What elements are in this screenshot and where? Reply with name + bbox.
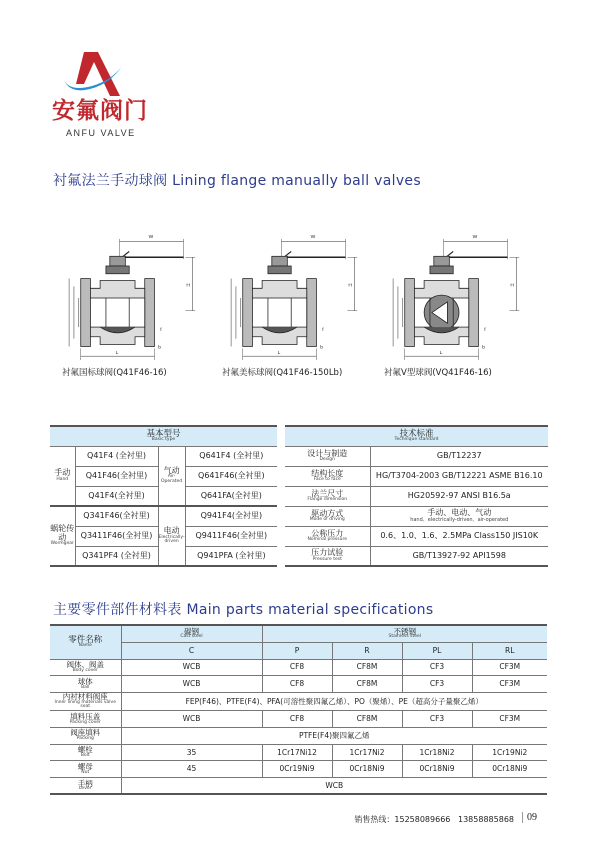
tech-value: GB/T12237 <box>370 446 548 466</box>
sales-hotline: 销售热线：15258089666 13858885868 <box>354 815 514 824</box>
material-cell: 1Cr19Ni2 <box>472 744 547 761</box>
material-cell: CF3M <box>472 659 547 676</box>
material-cell: CF8M <box>332 710 402 727</box>
model-cell: Q941F4(全衬里) <box>185 506 277 526</box>
material-code-header: C <box>121 642 262 659</box>
material-cell: 0Cr18Ni9 <box>332 761 402 778</box>
material-cell: 1Cr17Ni12 <box>262 744 332 761</box>
material-cell: CF8M <box>332 676 402 693</box>
model-cell: Q41F46(全衬里) <box>75 466 158 486</box>
parts-material-table <box>50 624 547 795</box>
tech-value: HG20592-97 ANSI B16.5a <box>370 486 548 506</box>
dimension-label-W: W <box>310 234 316 240</box>
material-cell: PTFE(F4)聚四氟乙烯 <box>121 727 547 744</box>
dimension-label-f: f <box>322 327 324 333</box>
tech-value: GB/T13927-92 API1598 <box>370 546 548 566</box>
tech-value: 0.6、1.0、1.6、2.5MPa Class150 JIS10K <box>370 526 548 546</box>
dimension-label-b: b <box>320 345 323 351</box>
tech-label: 法兰尺寸 Flange dimension <box>285 486 370 506</box>
tech-standard-row <box>285 546 548 566</box>
model-cell: Q941PFA (全衬里) <box>185 546 277 566</box>
parts-row <box>50 676 547 693</box>
valve-drawing-0 <box>40 228 200 373</box>
parts-name-header: 零件名称 Name <box>50 625 121 659</box>
tech-label: 驱动方式 Mode of driving <box>285 506 370 526</box>
material-code-header: PL <box>402 642 472 659</box>
logo <box>62 46 132 98</box>
page-number: 09 <box>522 812 537 823</box>
tech-standard-row <box>285 486 548 506</box>
part-name: 内衬材料阀座 Inner lining materials valve seat <box>50 693 121 711</box>
parts-row <box>50 727 547 744</box>
drive-type-cell: 蜗轮传动 Wormgear <box>50 506 75 566</box>
material-code-header: P <box>262 642 332 659</box>
material-cell: 0Cr18Ni9 <box>402 761 472 778</box>
tech-label: 压力试验 Pressure test <box>285 546 370 566</box>
basic-type-table <box>50 425 277 567</box>
logo-mark-icon <box>62 46 132 98</box>
material-cell: CF8 <box>262 710 332 727</box>
material-cell: 1Cr17Ni2 <box>332 744 402 761</box>
parts-row <box>50 778 547 795</box>
valve-drawing-2 <box>364 228 524 373</box>
material-cell: CF3M <box>472 676 547 693</box>
material-cell: WCB <box>121 710 262 727</box>
part-name: 阀体、阀盖 Body cover <box>50 659 121 676</box>
material-cell: 45 <box>121 761 262 778</box>
dimension-label-H: H <box>510 283 514 289</box>
parts-row <box>50 693 547 711</box>
part-name: 阀座填料 Packing <box>50 727 121 744</box>
material-cell: CF3M <box>472 710 547 727</box>
dimension-label-H: H <box>348 283 352 289</box>
model-cell: Q41F4 (全衬里) <box>75 446 158 466</box>
dimension-label-L: L <box>439 351 443 357</box>
material-cell: 0Cr18Ni9 <box>472 761 547 778</box>
dimension-label-W: W <box>148 234 154 240</box>
technique-standard-table <box>285 425 548 567</box>
material-cell: 35 <box>121 744 262 761</box>
dimension-label-L: L <box>115 351 119 357</box>
part-name: 手柄 Lever <box>50 778 121 795</box>
dimension-label-b: b <box>482 345 485 351</box>
tech-label: 结构长度 Face to face <box>285 466 370 486</box>
part-name: 螺栓 Bolt <box>50 744 121 761</box>
part-name: 填料压盖 Packing cover <box>50 710 121 727</box>
basic-type-row <box>50 506 277 526</box>
part-name: 螺母 Nut <box>50 761 121 778</box>
model-cell: Q3411F46(全衬里) <box>75 526 158 546</box>
tech-standard-row <box>285 466 548 486</box>
dimension-label-b: b <box>158 345 161 351</box>
model-cell: Q341PF4 (全衬里) <box>75 546 158 566</box>
basic-type-header: 基本型号 Basic type <box>50 426 277 446</box>
tech-standard-row <box>285 446 548 466</box>
logo-text-cn: 安氟阀门 <box>52 98 148 124</box>
section-title-main-parts: 主要零件部件材料表 Main parts material specifications <box>53 602 434 618</box>
material-cell: FEP(F46)、PTFE(F4)、PFA(可溶性聚四氟乙烯）、PO（聚烯）、PE（超高分子量聚乙烯） <box>121 693 547 711</box>
model-cell: Q9411F46(全衬里) <box>185 526 277 546</box>
tech-label: 公称压力 Nominal pressure <box>285 526 370 546</box>
tech-standard-row <box>285 526 548 546</box>
drawing-caption-gb: 衬氟国标球阀(Q41F46-16) <box>62 368 167 378</box>
dimension-label-L: L <box>277 351 281 357</box>
material-code-header: R <box>332 642 402 659</box>
parts-row <box>50 659 547 676</box>
technique-standard-header: 技术标准 Technique standard <box>285 426 548 446</box>
dimension-label-H: H <box>186 283 190 289</box>
material-cell: CF8M <box>332 659 402 676</box>
valve-drawing <box>40 228 200 368</box>
valve-drawing-1 <box>202 228 362 373</box>
parts-row <box>50 744 547 761</box>
material-cell: 1Cr18Ni2 <box>402 744 472 761</box>
dimension-label-f: f <box>160 327 162 333</box>
model-cell: Q341F46(全衬里) <box>75 506 158 526</box>
material-cell: 0Cr19Ni9 <box>262 761 332 778</box>
cast-steel-header: 碳钢 Cast steel <box>121 625 262 642</box>
material-cell: WCB <box>121 676 262 693</box>
material-code-header: RL <box>472 642 547 659</box>
model-cell: Q641FA(全衬里) <box>185 486 277 506</box>
section-title-lining-flange: 衬氟法兰手动球阀 Lining flange manually ball valves <box>53 173 421 189</box>
dimension-label-W: W <box>472 234 478 240</box>
material-cell: WCB <box>121 778 547 795</box>
drive-type-cell: 电动 Electrically-driven <box>158 506 185 566</box>
valve-drawing <box>202 228 362 368</box>
valve-drawing <box>364 228 524 368</box>
tech-value: HG/T3704-2003 GB/T12221 ASME B16.10 <box>370 466 548 486</box>
material-cell: CF3 <box>402 710 472 727</box>
material-cell: CF3 <box>402 676 472 693</box>
stainless-steel-header: 不锈钢 Stainless steel <box>262 625 547 642</box>
parts-row <box>50 761 547 778</box>
tech-standard-row <box>285 506 548 526</box>
drawing-caption-v-type: 衬氟V型球阀(VQ41F46-16) <box>384 368 492 378</box>
model-cell: Q641F4 (全衬里) <box>185 446 277 466</box>
material-cell: WCB <box>121 659 262 676</box>
model-cell: Q641F46(全衬里) <box>185 466 277 486</box>
material-cell: CF8 <box>262 676 332 693</box>
material-cell: CF8 <box>262 659 332 676</box>
drive-type-cell: 气动 Air-Operated <box>158 446 185 506</box>
part-name: 球体 Ball <box>50 676 121 693</box>
tech-value: 手动、电动、气动 hand、electrically-driven、air-operated <box>370 506 548 526</box>
tech-label: 设计与制造 Design <box>285 446 370 466</box>
logo-text-en: ANFU VALVE <box>66 128 136 138</box>
drive-type-cell: 手动 Hand <box>50 446 75 506</box>
basic-type-row <box>50 446 277 466</box>
parts-row <box>50 710 547 727</box>
dimension-label-f: f <box>484 327 486 333</box>
material-cell: CF3 <box>402 659 472 676</box>
drawing-caption-ansi: 衬氟美标球阀(Q41F46-150Lb) <box>222 368 343 378</box>
model-cell: Q41F4(全衬里) <box>75 486 158 506</box>
